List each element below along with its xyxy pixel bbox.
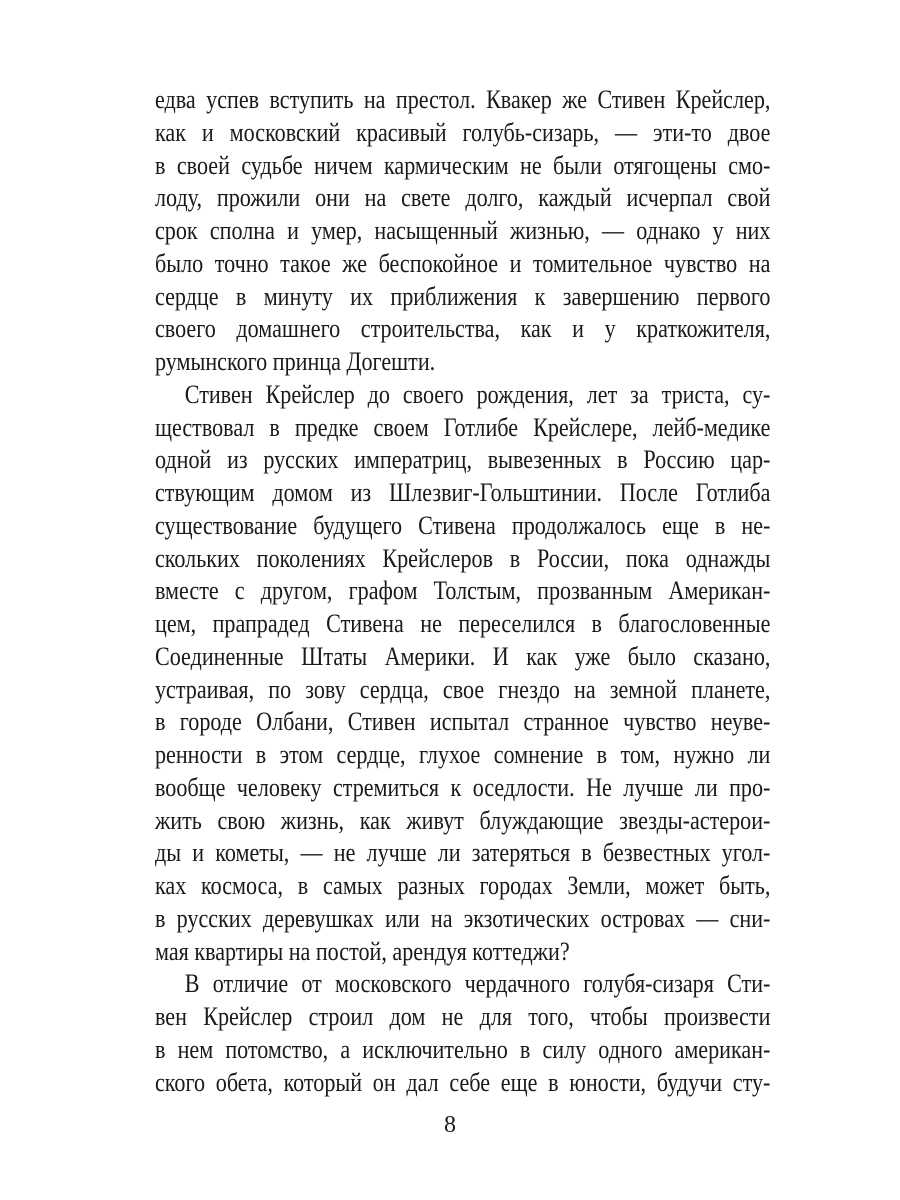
text-line: цем, прапрадед Стивена не переселился в благословенные — [155, 609, 771, 638]
text-line: в нем потомство, а исключительно в силу одного американ- — [155, 1034, 771, 1064]
text-line: существование будущего Стивена продолжалось еще в не- — [155, 510, 771, 540]
text-line: срок сполна и умер, насыщенный жизнью, — однако у них — [155, 216, 771, 245]
text-line: едва успев вступить на престол. Квакер же Стивен Крейслер, — [155, 85, 771, 114]
text-line: вместе с другом, графом Толстым, прозванным Американ- — [155, 576, 771, 606]
text-line: вообще человеку стремиться к оседлости. Не лучше ли про- — [155, 772, 771, 802]
text-line: мая квартиры на постой, арендуя коттеджи? — [155, 936, 570, 966]
paragraph-start-line: В отличие от московского чердачного голубя-сизаря Сти- — [184, 969, 771, 999]
text-line: румынского принца Догешти. — [155, 347, 436, 376]
text-line: Соединенные Штаты Америки. И как уже было сказано, — [155, 641, 771, 671]
text-line: одной из русских императриц, вывезенных в Россию цар- — [155, 445, 771, 475]
text-line: лоду, прожили они на свете долго, каждый исчерпал свой — [155, 183, 771, 213]
text-line: вен Крейслер строил дом не для того, чтобы произвести — [155, 1002, 771, 1031]
text-line: скольких поколениях Крейслеров в России, пока однажды — [155, 543, 771, 573]
page-body-text — [155, 84, 770, 1099]
text-line: устраивая, по зову сердца, свое гнездо на земной планете, — [155, 674, 771, 704]
text-line: в своей судьбе ничем кармическим не были отягощены смо- — [155, 150, 771, 180]
text-line: в русских деревушках или на экзотических островах — сни- — [155, 903, 771, 933]
text-line: ках космоса, в самых разных городах Земли, может быть, — [155, 871, 771, 900]
text-line: ренности в этом сердце, глухое сомнение в том, нужно ли — [155, 740, 771, 769]
text-line: ствующим домом из Шлезвиг-Гольштинии. После Готлиба — [155, 478, 771, 507]
text-line: как и московский красивый голубь-сизарь, — эти-то двое — [155, 117, 771, 147]
text-line: ского обета, который он дал себе еще в юности, будучи сту- — [155, 1067, 771, 1097]
text-line: жить свою жизнь, как живут блуждающие звезды-астерои- — [155, 805, 771, 835]
text-line: ды и кометы, — не лучше ли затеряться в безвестных угол- — [155, 838, 771, 868]
text-line: было точно такое же беспокойное и томительное чувство на — [155, 248, 771, 278]
text-line: своего домашнего строительства, как и у краткожителя, — [155, 314, 771, 344]
text-line: в городе Олбани, Стивен испытал странное чувство неуве- — [155, 707, 771, 737]
text-line: ществовал в предке своем Готлибе Крейслере, лейб-медике — [155, 412, 771, 442]
paragraph-start-line: Стивен Крейслер до своего рождения, лет за триста, су- — [184, 379, 771, 409]
page-number: 8 — [444, 1112, 456, 1138]
text-line: сердце в минуту их приближения к завершению первого — [155, 281, 771, 311]
